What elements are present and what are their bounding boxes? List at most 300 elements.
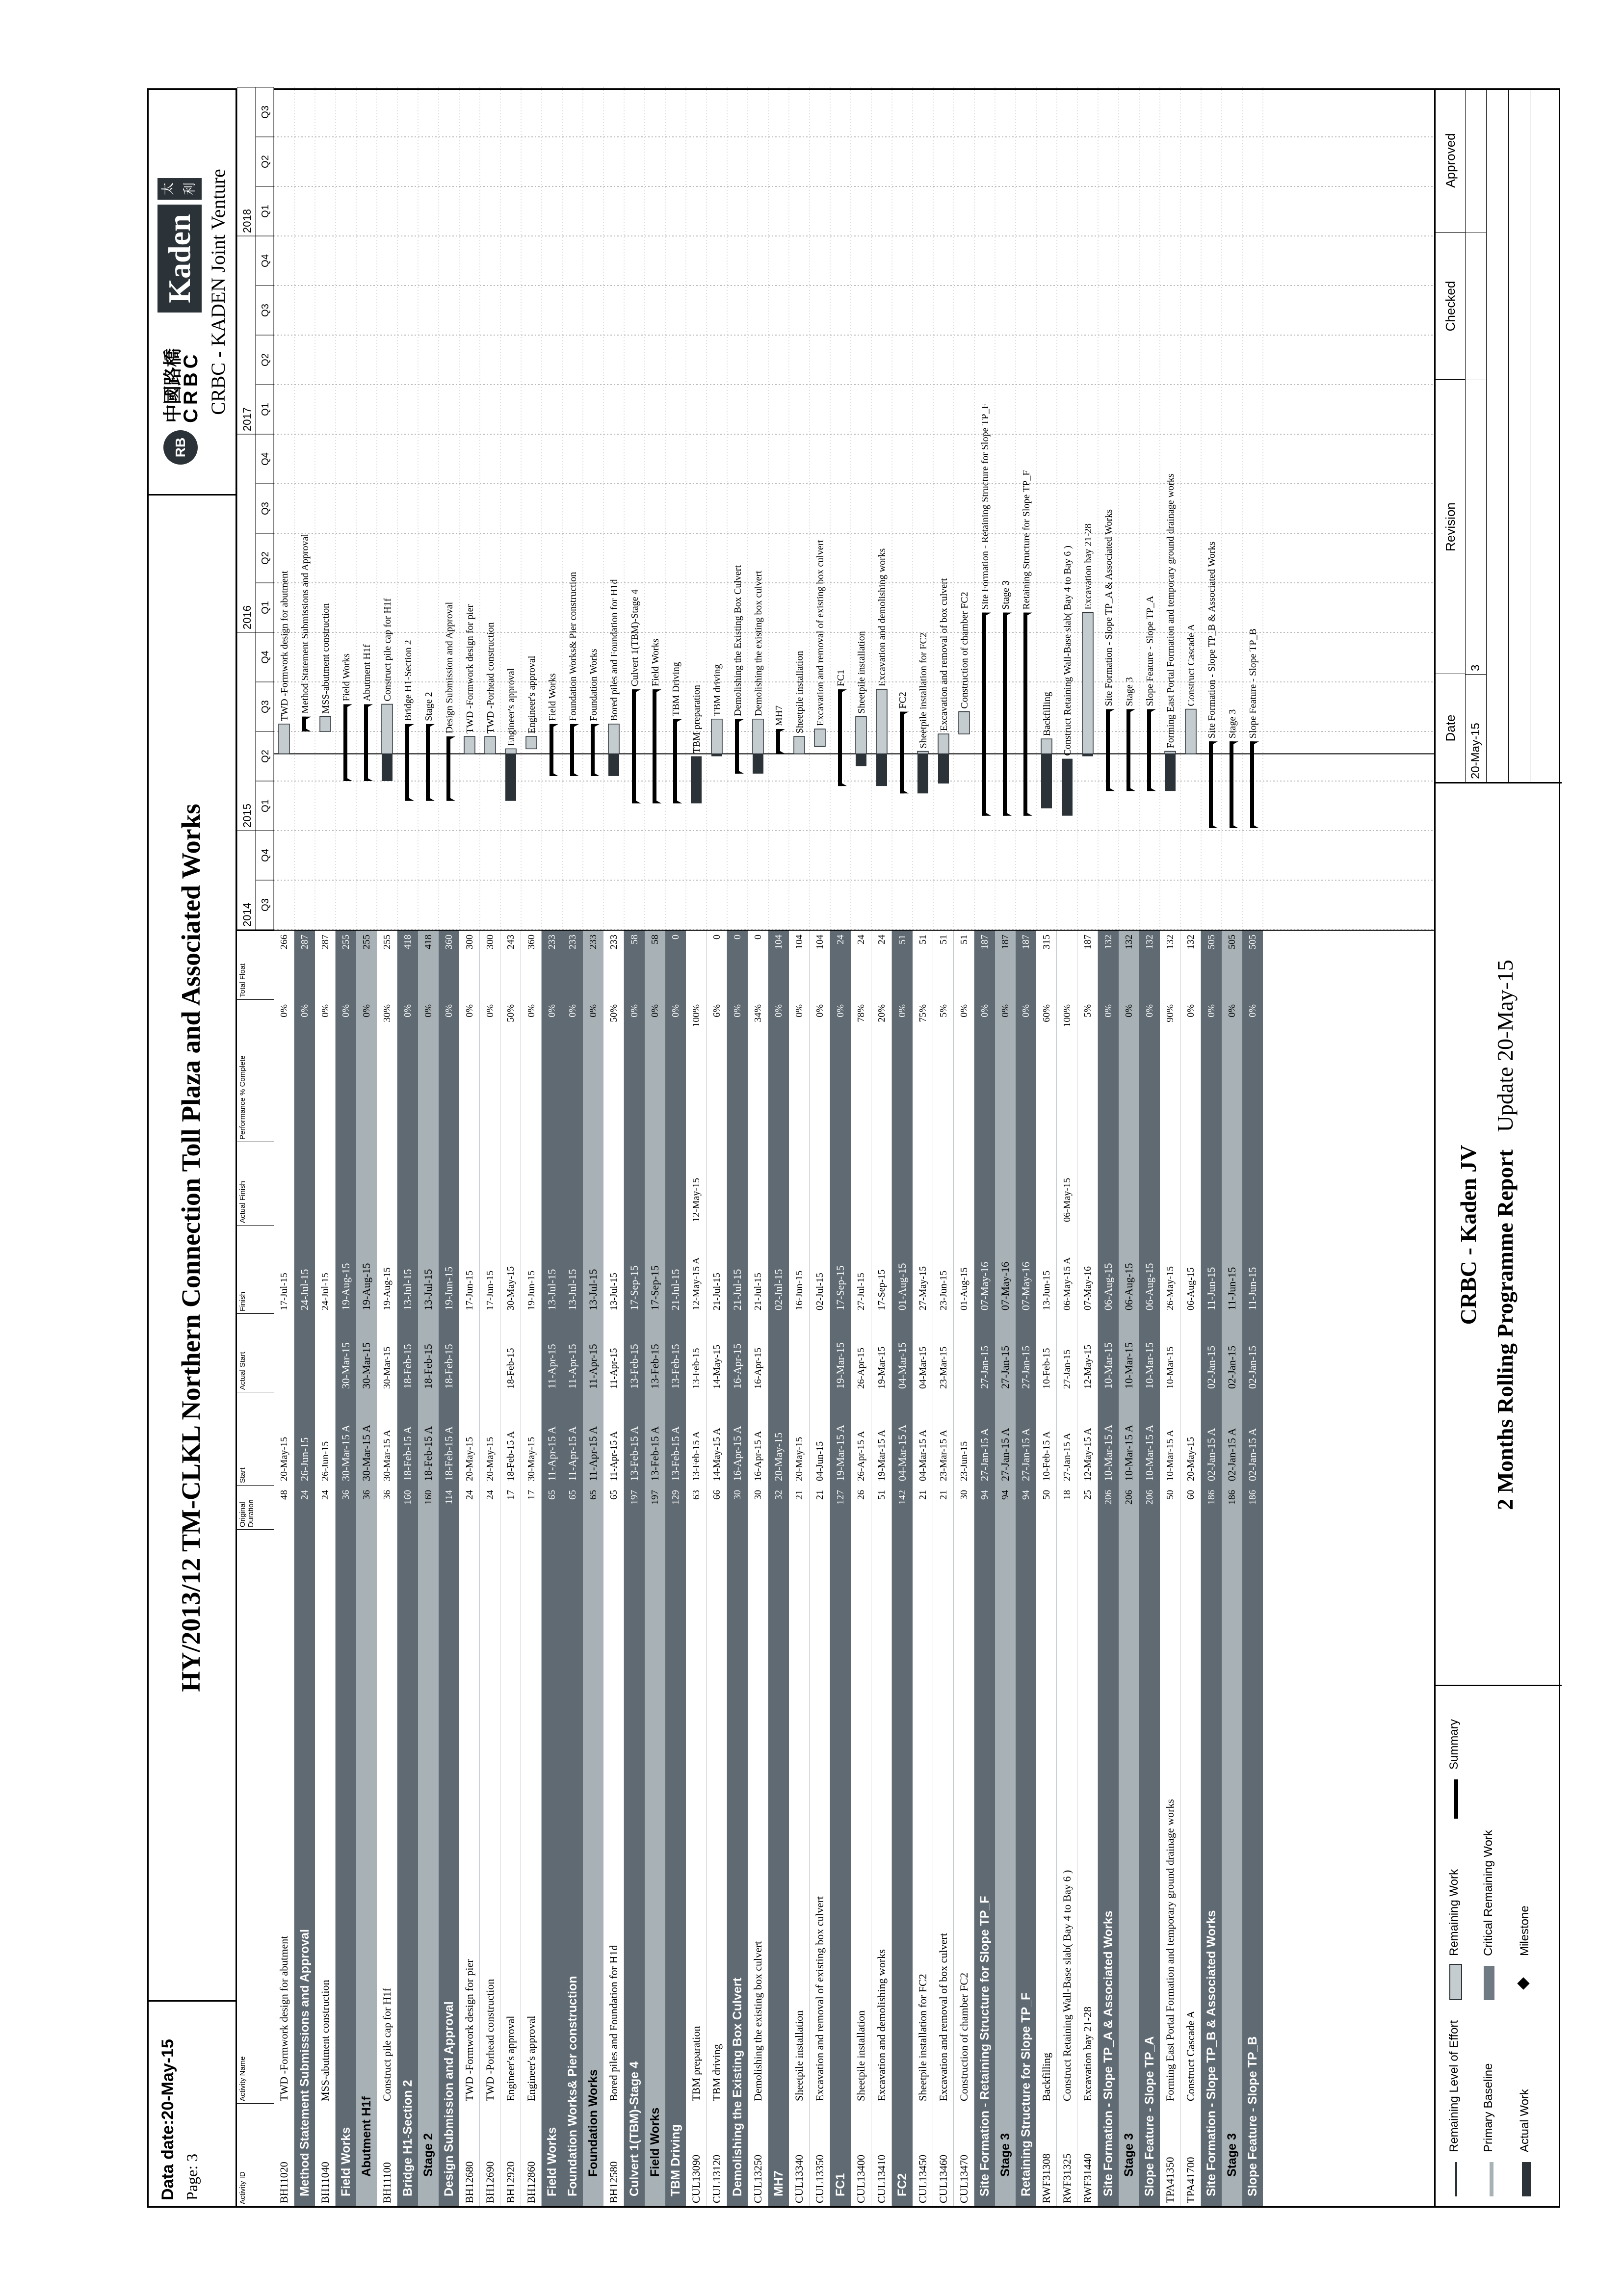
- remaining-work-bar: [1165, 751, 1176, 754]
- cell-fin: 17-Jun-15: [464, 1270, 475, 1310]
- quarter-label: Q2: [260, 750, 271, 763]
- actual-work-bar: [382, 754, 393, 781]
- cell-id: CUL13120: [710, 2155, 723, 2203]
- bar-label: Field Works: [341, 653, 352, 702]
- cell-dur: 65: [608, 1490, 619, 1500]
- bar-label: Backfilling: [1042, 692, 1052, 736]
- cell-as: 13-Feb-15: [691, 1348, 702, 1389]
- cell-pc: 0%: [1227, 1004, 1237, 1018]
- summary-end-cap: [776, 729, 785, 734]
- cell-as: [521, 1315, 542, 1389]
- summary-bar: [900, 712, 904, 794]
- cell-pc: 78%: [856, 1004, 866, 1022]
- cell-af: [1139, 1144, 1160, 1222]
- quarter-label: Q4: [260, 452, 271, 466]
- cell-name: Site Formation - Retaining Structure for Slope TP_F: [978, 1896, 992, 2196]
- cell-as: 30-Mar-15: [340, 1342, 352, 1389]
- cell-id: CUL13400: [855, 2155, 867, 2203]
- cell-af: [1098, 1144, 1119, 1222]
- cell-start: 10-Mar-15 A: [1102, 1424, 1114, 1481]
- primary-baseline-icon: [1490, 2162, 1493, 2196]
- cell-start: 12-May-15 A: [1082, 1428, 1093, 1481]
- cell-fin: 13-Jul-15: [608, 1273, 619, 1310]
- cell-tf: 300: [464, 935, 475, 949]
- cell-fin: 02-Jul-15: [814, 1273, 825, 1310]
- cell-fin: 13-Jul-15: [587, 1269, 599, 1310]
- cell-as: 10-Mar-15: [1102, 1342, 1114, 1389]
- group-row: [294, 931, 315, 2206]
- cell-fin: 11-Jun-15: [1226, 1267, 1238, 1310]
- table-row: [1057, 931, 1077, 2206]
- cell-pc: 0%: [732, 1004, 743, 1018]
- cell-as: 18-Feb-15: [443, 1344, 455, 1389]
- cell-name: Demolishing the Existing Box Culvert: [731, 1978, 744, 2196]
- cell-pc: 0%: [1144, 1004, 1155, 1018]
- summary-bar: [632, 689, 636, 803]
- cell-dur: 186: [1227, 1490, 1237, 1505]
- cell-af: [377, 1144, 397, 1222]
- cell-start: 20-May-15: [772, 1433, 785, 1481]
- actual-work-bar: [711, 754, 722, 756]
- cell-start: 02-Jan-15 A: [1226, 1428, 1238, 1481]
- group-row: [665, 931, 686, 2206]
- group-row: [439, 931, 459, 2206]
- bar-label: FC2: [897, 692, 908, 709]
- cell-start: 20-May-15: [279, 1437, 289, 1481]
- bar-label: TWD -Porhead construction: [485, 622, 496, 734]
- cell-pc: 0%: [1124, 1004, 1134, 1018]
- cell-tf: 360: [444, 935, 454, 949]
- cell-start: 16-Apr-15 A: [731, 1426, 743, 1481]
- bar-label: Demolishing the Existing Box Culvert: [733, 565, 743, 716]
- summary-end-cap: [1209, 741, 1218, 746]
- cell-fin: 19-Jun-15: [526, 1270, 537, 1310]
- cell-fin: 07-May-16: [978, 1262, 991, 1310]
- logo-side-chars: 太 利: [157, 178, 202, 200]
- remaining-work-bar: [794, 736, 805, 754]
- cell-pc: 90%: [1165, 1004, 1176, 1022]
- table-row: [810, 931, 830, 2206]
- rev-date: 20-May-15: [1465, 674, 1487, 782]
- cell-dur: 25: [1082, 1490, 1093, 1500]
- cell-fin: 24-Jul-15: [320, 1273, 331, 1310]
- cell-af: [727, 1144, 748, 1222]
- cell-dur: 32: [773, 1490, 784, 1500]
- quarter-label: Q3: [260, 502, 271, 515]
- group-row: [1201, 931, 1222, 2206]
- cell-tf: 233: [547, 935, 557, 949]
- cell-pc: 60%: [1041, 1004, 1052, 1022]
- cell-af: [624, 1144, 645, 1222]
- cell-fin: 06-Aug-15: [1102, 1263, 1114, 1310]
- cell-tf: 24: [835, 935, 846, 944]
- cell-tf: [1057, 935, 1077, 999]
- bar-label: Design Submission and Approval: [444, 601, 455, 734]
- cell-pc: 0%: [1000, 1004, 1011, 1018]
- cell-id: CUL13350: [813, 2155, 826, 2203]
- table-row: [707, 931, 727, 2206]
- cell-pc: 0%: [588, 1004, 599, 1018]
- group-row: [645, 931, 665, 2206]
- cell-id: CUL13090: [690, 2155, 702, 2203]
- bar-label: Site Formation - Slope TP_B & Associated Works: [1206, 541, 1217, 739]
- cell-tf: 505: [1206, 935, 1217, 949]
- cell-dur: 21: [814, 1490, 825, 1500]
- rev-blank-row-2: [1508, 88, 1530, 782]
- remaining-work-bar: [1041, 739, 1052, 754]
- cell-tf: 233: [608, 935, 619, 949]
- remaining-work-bar: [917, 751, 928, 754]
- cell-pc: 100%: [691, 1004, 702, 1027]
- group-row: [892, 931, 913, 2206]
- cell-af: [274, 1144, 294, 1222]
- cell-pc: 0%: [402, 1004, 413, 1018]
- cell-pc: 0%: [341, 1004, 351, 1018]
- cell-name: Bored piles and Foundation for H1d: [607, 1945, 620, 2101]
- cell-as: 02-Jan-15: [1246, 1346, 1258, 1389]
- cell-dur: 30: [732, 1490, 743, 1500]
- cell-fin: 01-Aug-15: [896, 1263, 908, 1310]
- cell-id: TPA41350: [1164, 2157, 1176, 2203]
- cell-as: 10-Mar-15: [1165, 1346, 1176, 1389]
- cell-start: 13-Feb-15 A: [669, 1426, 681, 1481]
- cell-dur: 36: [382, 1490, 393, 1500]
- cell-start: 20-May-15: [794, 1437, 805, 1481]
- cell-pc: 0%: [526, 1004, 537, 1018]
- cell-as: 11-Apr-15: [608, 1348, 619, 1389]
- summary-start-cap: [838, 781, 847, 786]
- cell-dur: 24: [464, 1490, 475, 1500]
- data-date: Data date:20-May-15: [158, 2039, 177, 2200]
- cell-start: 11-Apr-15 A: [566, 1426, 578, 1481]
- remaining-effort-icon: [1455, 2162, 1457, 2196]
- cell-pc: 0%: [547, 1004, 557, 1018]
- cell-fin: 17-Jul-15: [279, 1273, 289, 1310]
- cell-name: Stage 3: [1225, 2133, 1239, 2177]
- cell-tf: 104: [814, 935, 825, 949]
- bar-label: Construct Retaining Wall-Base slab( Bay 4 to Bay 6 ): [1062, 546, 1073, 756]
- group-row: [1016, 931, 1036, 2206]
- cell-pc: 34%: [753, 1004, 763, 1022]
- cell-fin: 13-Jul-15: [401, 1269, 414, 1310]
- cell-pc: 0%: [485, 1004, 496, 1018]
- cell-fin: 17-Sep-15: [628, 1265, 640, 1310]
- cell-pc: 0%: [1021, 1004, 1031, 1018]
- cell-af: [665, 1144, 686, 1222]
- cell-af: [974, 1144, 995, 1222]
- cell-fin: 07-May-16: [1082, 1266, 1093, 1310]
- bar-label: MSS-abutment construction: [320, 603, 331, 714]
- cell-as: [789, 1315, 810, 1389]
- cell-dur: 94: [1000, 1490, 1011, 1500]
- cell-tf: 418: [402, 935, 413, 949]
- table-row: [459, 931, 480, 2206]
- bar-label: Construction of chamber FC2: [959, 592, 970, 709]
- bar-label: Construct pile cap for H1f: [382, 598, 393, 702]
- table-row: [748, 931, 768, 2206]
- cell-dur: 206: [1124, 1490, 1134, 1505]
- cell-name: Field Works: [339, 2127, 353, 2196]
- remaining-work-bar: [814, 729, 825, 746]
- cell-as: 27-Jan-15: [1062, 1350, 1073, 1389]
- cell-name: Engineer's approval: [525, 2015, 537, 2101]
- summary-bar: [1209, 741, 1213, 828]
- remaining-work-bar: [608, 724, 619, 754]
- cell-start: 19-Mar-15 A: [834, 1424, 846, 1481]
- cell-fin: 01-Aug-15: [959, 1267, 969, 1310]
- bar-label: Stage 3: [1000, 580, 1011, 610]
- cell-af: [789, 1144, 810, 1222]
- cell-name: Engineer's approval: [504, 2015, 517, 2101]
- bar-label: Abutment H1f: [362, 644, 372, 702]
- cell-id: CUL13340: [793, 2155, 805, 2203]
- bar-label: Foundation Works: [588, 649, 599, 721]
- report-update: Update 20-May-15: [1493, 960, 1518, 1132]
- cell-af: [1180, 1144, 1201, 1222]
- bar-label: Engineer's approval: [506, 668, 517, 746]
- remaining-work-bar: [959, 712, 969, 734]
- summary-bar: [1250, 741, 1254, 828]
- cell-tf: 132: [1185, 935, 1196, 949]
- col-orig-duration: Original Duration: [237, 1485, 274, 1529]
- cell-name: Design Submission and Approval: [442, 2001, 456, 2196]
- cell-name: Stage 3: [998, 2133, 1012, 2177]
- footer: [1434, 90, 1562, 2206]
- table-row: [1160, 931, 1180, 2206]
- cell-name: MH7: [772, 2170, 786, 2196]
- cell-as: [274, 1315, 294, 1389]
- cell-af: [603, 1144, 624, 1222]
- bar-label: Culvert 1(TBM)-Stage 4: [629, 589, 640, 687]
- cell-fin: 17-Sep-15: [649, 1265, 661, 1310]
- bar-label: Excavation and demolishing works: [877, 548, 888, 687]
- summary-end-cap: [673, 719, 682, 724]
- cell-name: Sheetpile installation: [855, 2010, 867, 2101]
- cell-tf: 287: [299, 935, 310, 949]
- cell-af: [397, 1144, 418, 1222]
- legend-primary-baseline: Primary Baseline: [1482, 2063, 1495, 2152]
- cell-as: 02-Jan-15: [1205, 1346, 1217, 1389]
- cell-as: 27-Jan-15: [1020, 1346, 1032, 1389]
- cell-fin: 26-May-15: [1165, 1266, 1176, 1310]
- cell-name: Stage 2: [421, 2133, 435, 2177]
- cell-start: 18-Feb-15 A: [443, 1426, 455, 1481]
- table-row: [603, 931, 624, 2206]
- cell-start: 13-Feb-15 A: [649, 1426, 661, 1481]
- bar-label: Sheetpile installation: [856, 631, 867, 714]
- cell-dur: 24: [320, 1490, 331, 1500]
- cell-tf: 187: [1000, 935, 1011, 949]
- summary-start-cap: [735, 769, 744, 774]
- cell-name: FC1: [834, 2173, 847, 2196]
- actual-work-bar: [691, 757, 702, 804]
- group-row: [583, 931, 603, 2206]
- bar-label: FC1: [836, 669, 846, 687]
- summary-bar: [570, 724, 574, 776]
- cell-af: [459, 1144, 480, 1222]
- quarter-label: Q4: [260, 849, 271, 862]
- cell-as: 11-Apr-15: [587, 1344, 599, 1389]
- cell-af: [1016, 1144, 1036, 1222]
- cell-name: Foundation Works& Pier construction: [566, 1976, 579, 2196]
- cell-name: Construct Cascade A: [1184, 2010, 1197, 2101]
- cell-name: Site Formation - Slope TP_B & Associated Works: [1205, 1910, 1218, 2196]
- cell-fin: 19-Jun-15: [443, 1266, 455, 1310]
- cell-as: [810, 1315, 830, 1389]
- cell-af: [748, 1144, 768, 1222]
- actual-work-bar: [1041, 754, 1052, 808]
- summary-end-cap: [364, 704, 373, 709]
- group-row: [1139, 931, 1160, 2206]
- group-row: [974, 931, 995, 2206]
- cell-as: [480, 1315, 500, 1389]
- bar-label: Slope Feature - Slope TP_B: [1248, 628, 1258, 739]
- quarter-label: Q1: [260, 403, 271, 416]
- milestone-icon: [1517, 1977, 1529, 1989]
- col-activity-name: Activity Name: [237, 1529, 274, 2103]
- cell-name: Sheetpile installation: [793, 2010, 805, 2101]
- cell-start: 10-Feb-15 A: [1041, 1431, 1052, 1481]
- cell-pc: 0%: [1185, 1004, 1196, 1018]
- quarter-label: Q4: [260, 651, 271, 664]
- cell-start: 02-Jan-15 A: [1205, 1428, 1217, 1481]
- cell-pc: 0%: [279, 1004, 289, 1018]
- cell-af: [1077, 1144, 1098, 1222]
- col-performance: Performance % Complete: [237, 999, 274, 1142]
- group-row: [727, 931, 748, 2206]
- cell-af: [418, 1144, 439, 1222]
- logo-crbc: CRBC: [180, 350, 202, 423]
- cell-start: 27-Jan-15 A: [999, 1428, 1011, 1481]
- table-row: [933, 931, 954, 2206]
- cell-name: Culvert 1(TBM)-Stage 4: [628, 2061, 641, 2196]
- actual-work-bar: [753, 754, 763, 773]
- cell-name: Slope Feature - Slope TP_A: [1143, 2036, 1156, 2196]
- cell-pc: 0%: [1247, 1004, 1258, 1018]
- cell-start: 30-Mar-15 A: [340, 1424, 352, 1481]
- summary-bar: [653, 689, 656, 803]
- table-row: [274, 931, 294, 2206]
- cell-name: Construct pile cap for H1f: [381, 1988, 393, 2101]
- cell-af: 06-May-15: [1062, 1178, 1073, 1222]
- cell-fin: 21-Jul-15: [731, 1269, 743, 1310]
- legend-actual-work: Actual Work: [1518, 2089, 1531, 2152]
- cell-name: TWD -Porhead construction: [484, 1979, 496, 2101]
- rev-header-revision: Revision: [1436, 379, 1466, 674]
- bar-label: Demolishing the existing box culvert: [753, 571, 764, 716]
- cell-dur: 63: [691, 1490, 702, 1500]
- remaining-work-bar: [485, 736, 496, 754]
- cell-id: CUL13450: [917, 2155, 929, 2203]
- cell-start: 26-Jun-15: [298, 1437, 311, 1481]
- cell-af: [521, 1144, 542, 1222]
- logo-kaden: Kaden: [157, 205, 202, 313]
- summary-bar: [1126, 709, 1130, 791]
- cell-as: 13-Feb-15: [669, 1344, 681, 1389]
- bar-label: TBM driving: [712, 664, 723, 716]
- cell-start: 27-Jan-15 A: [978, 1428, 991, 1481]
- cell-start: 04-Mar-15 A: [917, 1430, 928, 1481]
- cell-fin: 17-Sep-15: [876, 1269, 887, 1310]
- bar-label: Sheetpile installation for FC2: [918, 632, 929, 749]
- remaining-work-bar: [1185, 709, 1196, 754]
- cell-af: [1201, 1144, 1222, 1222]
- cell-tf: 233: [567, 935, 578, 949]
- bar-label: Field Works: [650, 638, 661, 687]
- cell-tf: 132: [1144, 935, 1155, 949]
- bar-label: Slope Feature - Slope TP_A: [1145, 596, 1155, 706]
- cell-dur: 50: [1041, 1490, 1052, 1500]
- bar-label: Engineer's approval: [526, 655, 537, 734]
- cell-tf: 24: [856, 935, 866, 944]
- cell-fin: 27-Jul-15: [856, 1273, 866, 1310]
- remaining-work-bar: [505, 749, 516, 754]
- cell-tf: 505: [1247, 935, 1258, 949]
- cell-tf: 104: [794, 935, 805, 949]
- cell-start: 11-Apr-15 A: [587, 1426, 599, 1481]
- cell-pc: 0%: [773, 1004, 784, 1018]
- cell-tf: 0: [732, 935, 743, 939]
- cell-fin: 19-Aug-15: [360, 1263, 372, 1310]
- cell-tf: 132: [1165, 935, 1176, 949]
- cell-dur: 94: [1021, 1490, 1031, 1500]
- cell-fin: 13-Jun-15: [1041, 1270, 1052, 1310]
- cell-af: [871, 1144, 892, 1222]
- summary-end-cap: [343, 704, 352, 709]
- cell-dur: 186: [1247, 1490, 1258, 1505]
- cell-af: [933, 1144, 954, 1222]
- cell-start: 30-Mar-15 A: [360, 1424, 372, 1481]
- cell-dur: 24: [485, 1490, 496, 1500]
- cell-af: [1160, 1144, 1180, 1222]
- actual-work-bar: [938, 754, 949, 783]
- bar-label: Bridge H1-Section 2: [403, 640, 414, 721]
- cell-af: [913, 1144, 933, 1222]
- cell-fin: 06-Aug-15: [1143, 1263, 1155, 1310]
- cell-as: 04-Mar-15: [917, 1346, 928, 1389]
- cell-start: 10-Mar-15 A: [1165, 1430, 1176, 1481]
- cell-fin: 16-Jun-15: [794, 1270, 805, 1310]
- summary-icon: [1454, 1779, 1458, 1819]
- group-row: [397, 931, 418, 2206]
- cell-dur: 197: [650, 1490, 660, 1505]
- cell-name: Construct Retaining Wall-Base slab( Bay 4 to Bay 6 ): [1061, 1870, 1073, 2101]
- summary-bar: [1147, 709, 1151, 791]
- cell-af: [1036, 1144, 1057, 1222]
- cell-name: Foundation Works: [586, 2069, 600, 2177]
- cell-af: [995, 1144, 1016, 1222]
- cell-name: TWD -Formwork design for pier: [463, 1959, 475, 2101]
- cell-pc: 0%: [629, 1004, 640, 1018]
- cell-dur: 160: [423, 1490, 434, 1505]
- cell-as: [954, 1315, 974, 1389]
- col-total-float: Total Float: [237, 931, 274, 999]
- year-label: 2017: [241, 407, 253, 431]
- cell-fin: 30-May-15: [505, 1266, 516, 1310]
- cell-tf: 24: [876, 935, 887, 944]
- table-row: [315, 931, 336, 2206]
- bar-label: Retaining Structure for Slope TP_F: [1021, 470, 1032, 610]
- cell-fin: 21-Jul-15: [753, 1273, 763, 1310]
- cell-as: 18-Feb-15: [401, 1344, 414, 1389]
- cell-name: Retaining Structure for Slope TP_F: [1019, 1992, 1033, 2196]
- cell-tf: 51: [917, 935, 928, 944]
- year-label: 2014: [241, 903, 253, 927]
- remaining-work-icon: [1449, 1964, 1462, 2000]
- cell-pc: 30%: [382, 1004, 393, 1022]
- cell-start: 27-Jan-15 A: [1020, 1428, 1032, 1481]
- table-row: [851, 931, 871, 2206]
